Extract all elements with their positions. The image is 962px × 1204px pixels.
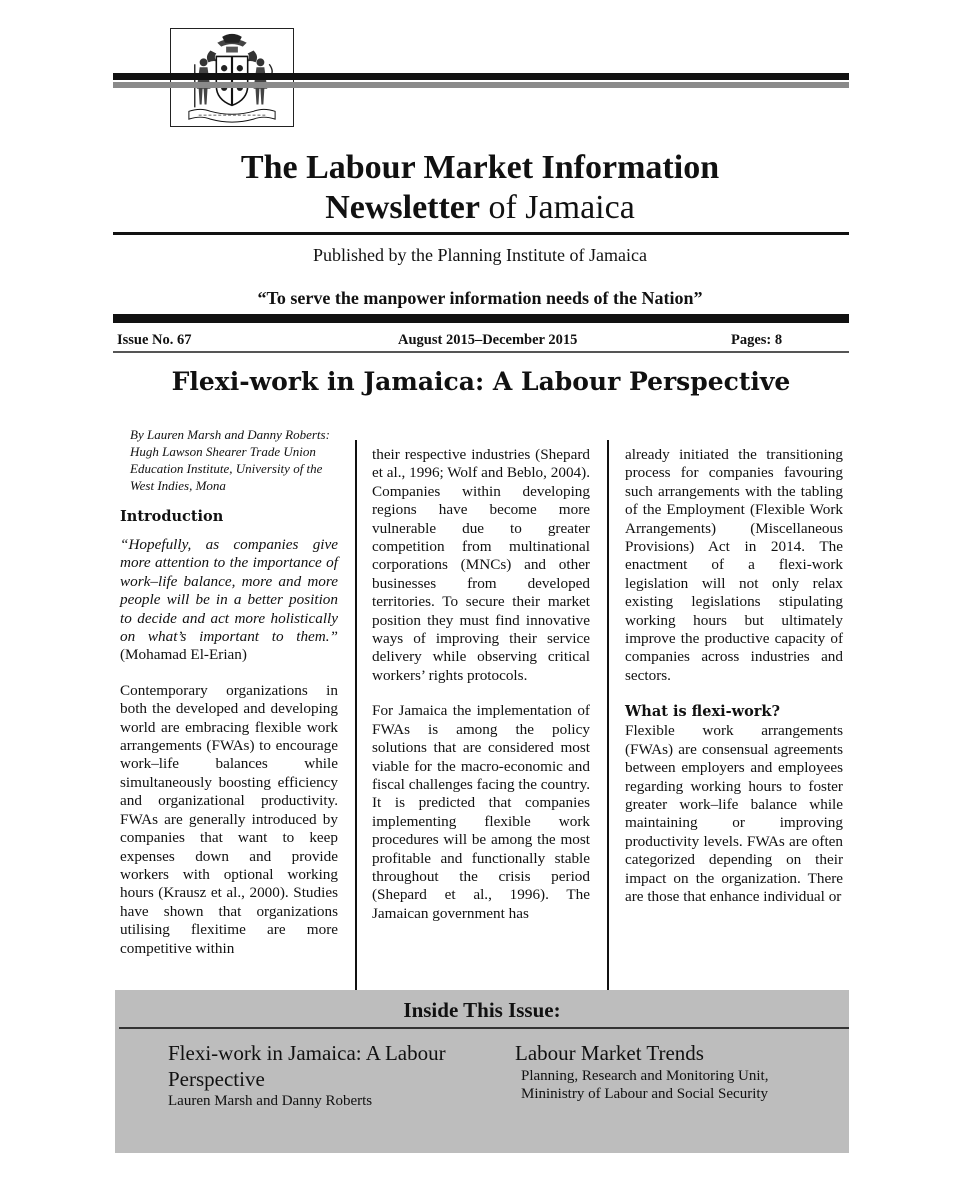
publisher-line: Published by the Planning Institute of Jamaica: [313, 245, 647, 265]
header-rule-black: [113, 73, 849, 80]
newsletter-motto: “To serve the manpower information needs of the Nation”: [257, 288, 703, 308]
inside-rule: [119, 1027, 849, 1029]
paragraph: their respective industries (Shepard et al., 1996; Wolf and Beblo, 2004). Companies within developing regions have become more vulnerable due to greater competition from multinational corporations (MNCs) and other businesses from developed territories. To secure their market position they must find innovative ways of improving their service delivery while observing critical workers’ rights protocols.: [372, 446, 590, 684]
inside-item-author: Lauren Marsh and Danny Roberts: [168, 1093, 373, 1109]
inside-item-title[interactable]: Flexi-work in Jamaica: A Labour Perspective: [168, 1041, 446, 1091]
article-byline: By Lauren Marsh and Danny Roberts: Hugh Lawson Shearer Trade Union Education Institute, University of the West Indies, Mona: [130, 427, 330, 493]
article-column-1: [120, 507, 338, 958]
inside-item-author: Planning, Research and Monitoring Unit, Mininistry of Labour and Social Security: [521, 1068, 769, 1102]
inside-item-title[interactable]: Labour Market Trends: [515, 1041, 704, 1065]
article-column-3: [625, 446, 843, 906]
paragraph: already initiated the transitioning process for companies favouring such arrangements with the tabling of the Employment (Flexible Work Arrangements) (Miscellaneous Provisions) Act in 2014. The enactment of a flexi-work legislation will not only relax existing legislations stipulating working hours but ultimately improve the productive capacity of companies across industries and sectors.: [625, 446, 843, 684]
thin-rule: [113, 351, 849, 353]
what-is-flexi-work-heading: What is flexi-work?: [625, 703, 780, 721]
column-divider: [355, 440, 357, 990]
introduction-heading: Introduction: [120, 508, 224, 525]
header-rule-grey: [113, 82, 849, 88]
article-headline: Flexi-work in Jamaica: A Labour Perspective: [171, 367, 791, 396]
masthead-title-line1: The Labour Market Information: [240, 149, 720, 186]
opening-quote: [120, 536, 338, 665]
issue-pages: Pages: 8: [731, 332, 783, 348]
paragraph: Contemporary organizations in both the developed and developing world are embracing flexible work arrangements (FWAs) to encourage work–life balances while simultaneously boosting efficiency and organizational productivity. FWAs are generally introduced by companies that want to keep expenses down and provide workers with optional working hours (Krausz et al., 2000). Studies have shown that organizations utilising flexitime are more competitive within: [120, 681, 338, 957]
paragraph: For Jamaica the implementation of FWAs is among the policy solutions that are considered most viable for the macro-economic and fiscal challenges facing the country. It is predicted that companies implementing flexible work procedures will be among the most profitable and functionally stable throughout the crisis period (Shepard et al., 1996). The Jamaican government has: [372, 702, 590, 922]
issue-number: Issue No. 67: [117, 332, 192, 348]
quote-text: “Hopefully, as companies give more attention to the importance of work–life balance, more and more people will be in a better position to decide and act more holistically on what’s important to them.”: [120, 536, 338, 646]
masthead-title-of-jamaica: of Jamaica: [479, 189, 635, 226]
column-divider: [607, 440, 609, 990]
masthead-title-newsletter: Newsletter: [325, 189, 480, 226]
thick-rule: [113, 314, 849, 323]
issue-period: August 2015–December 2015: [398, 332, 578, 348]
article-column-2: [372, 446, 590, 923]
paragraph: Flexible work arrangements (FWAs) are consensual agreements between employers and employees regarding working hours to foster greater work–life balance while maintaining or improving productivity levels. FWAs are often categorized depending on their impact on the organization. There are those that enhance individual or: [625, 722, 843, 905]
masthead-title-line2: [120, 188, 840, 228]
inside-this-issue-heading: Inside This Issue:: [403, 998, 561, 1022]
quote-author: (Mohamad El-Erian): [120, 646, 247, 664]
title-rule: [113, 232, 849, 235]
